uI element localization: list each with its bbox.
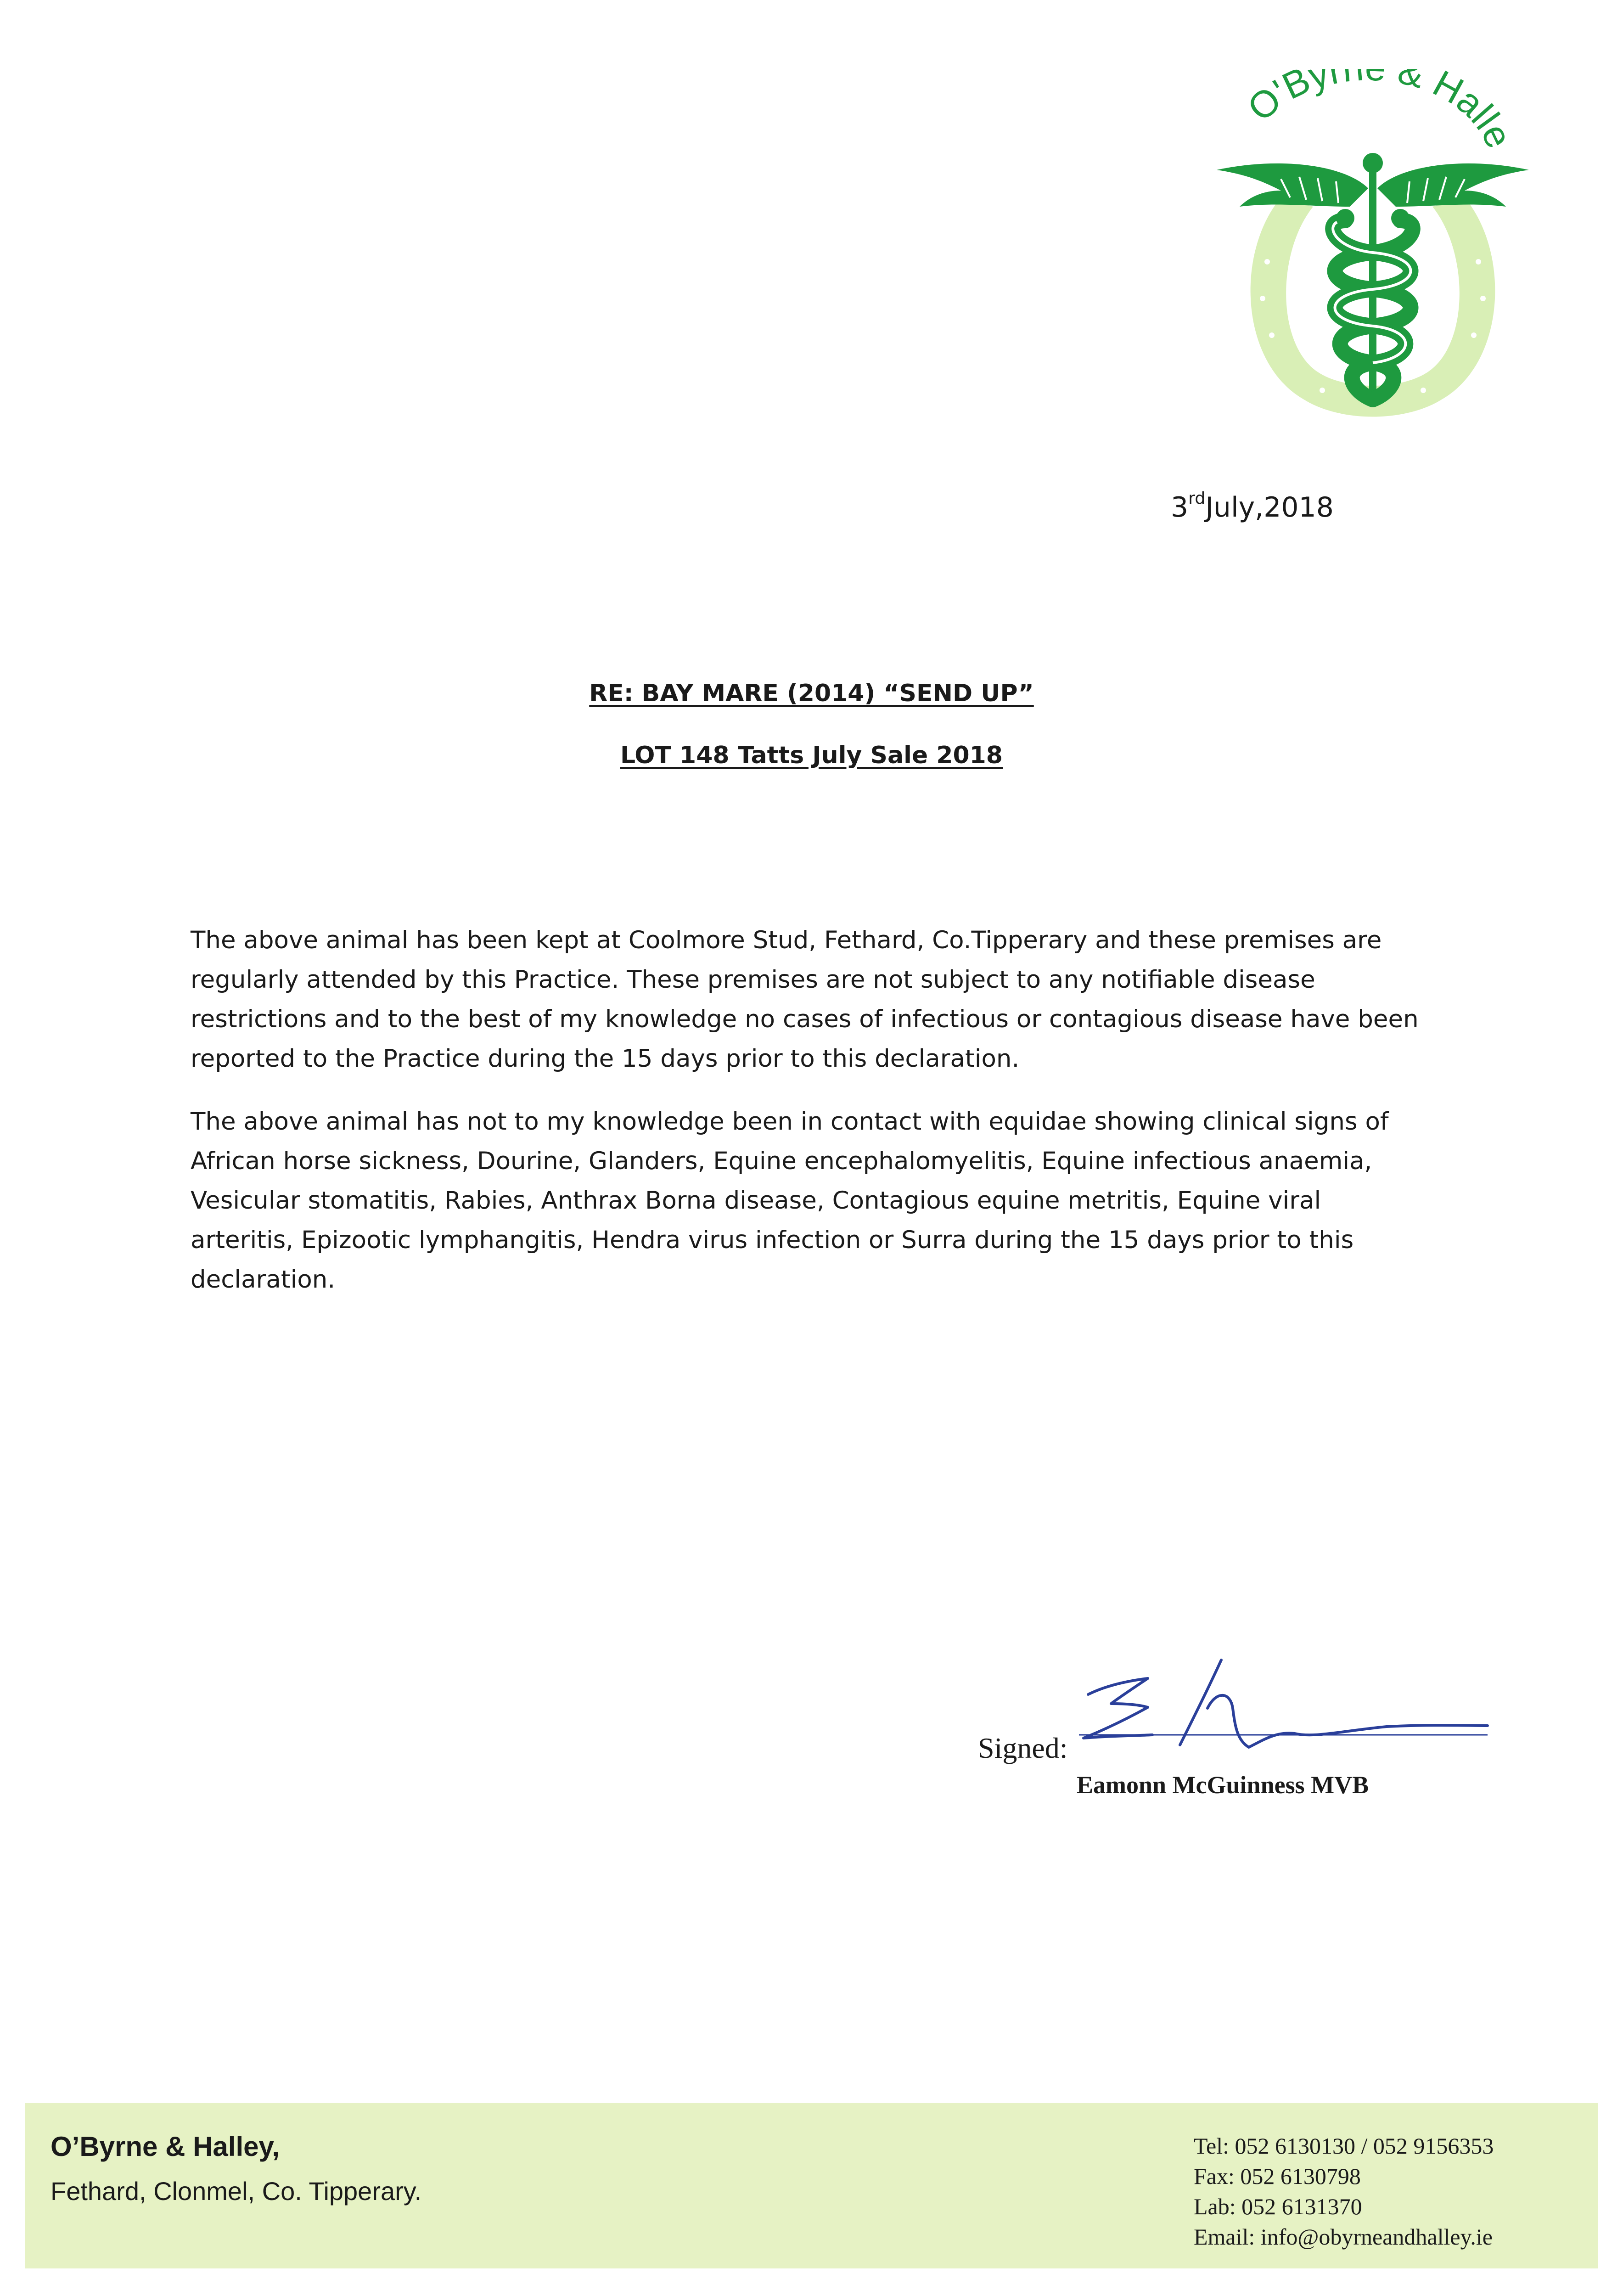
footer-address-block xyxy=(51,2131,421,2206)
handwritten-signature xyxy=(1056,1653,1492,1773)
body-paragraph-2: The above animal has not to my knowledge been in contact with equidae showing clinical signs of African horse sickness, Dourine, Glanders, Equine encephalomyelitis, Equine infectious anaemia, Vesicular stomatitis, Rabies, Anthrax Borna disease, Contagious equine metritis, Equine viral arteritis, Epizootic lymphangitis, Hendra virus infection or Surra during the 15 days prior to this declaration. xyxy=(191,1108,1389,1294)
footer-email: Email: info@obyrneandhalley.ie xyxy=(1194,2224,1493,2250)
practice-logo xyxy=(1212,69,1533,436)
reference-line-1: RE: BAY MARE (2014) “SEND UP” xyxy=(589,680,1034,707)
footer-fax: Fax: 052 6130798 xyxy=(1194,2163,1361,2189)
date-rest: July,2018 xyxy=(1205,491,1334,523)
logo-text: O'Byr & Halle xyxy=(1240,69,1520,155)
footer-company-name: O’Byrne & Halley, xyxy=(51,2131,280,2162)
letter-date xyxy=(1171,489,1334,523)
date-day: 3 xyxy=(1171,491,1189,523)
footer-tel: Tel: 052 6130130 / 052 9156353 xyxy=(1194,2133,1494,2159)
letterhead-footer xyxy=(25,2103,1598,2268)
footer-lab: Lab: 052 6131370 xyxy=(1194,2194,1362,2219)
signature-block xyxy=(973,1653,1501,1818)
signatory-name: Eamonn McGuinness MVB xyxy=(1077,1771,1369,1799)
reference-line-2: LOT 148 Tatts July Sale 2018 xyxy=(620,742,1003,769)
footer-contact-block xyxy=(1194,2131,1494,2252)
body-paragraph-1: The above animal has been kept at Coolmore Stud, Fethard, Co.Tipperary and these premises are regularly attended by this Practice. These premises are not subject to any notifiable disease restrictions and to the best of my knowledge no cases of infectious or contagious disease have been reported to the Practice during the 15 days prior to this declaration. xyxy=(191,926,1419,1073)
signed-label: Signed: xyxy=(978,1732,1068,1764)
footer-address: Fethard, Clonmel, Co. Tipperary. xyxy=(51,2177,422,2206)
caduceus-horseshoe-icon xyxy=(1212,69,1533,436)
date-suffix: rd xyxy=(1188,489,1206,508)
